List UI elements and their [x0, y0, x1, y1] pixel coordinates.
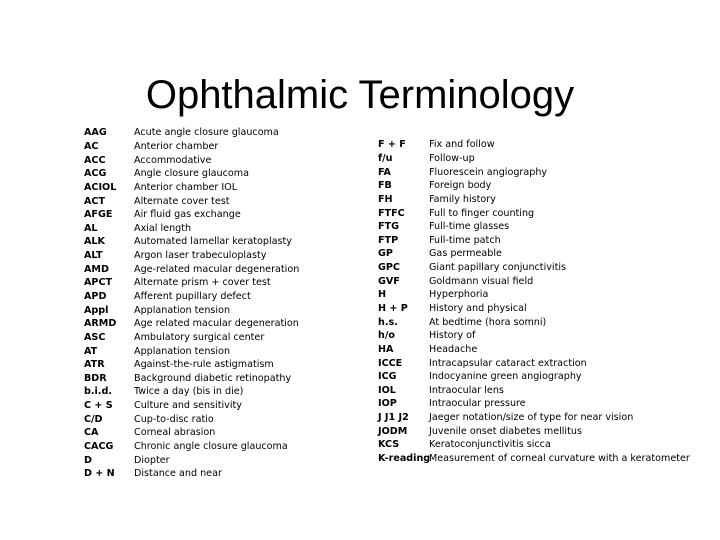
- term-definition: Alternate prism + cover test: [134, 277, 271, 289]
- term-abbreviation: ACT: [84, 195, 106, 207]
- term-row: [378, 233, 690, 247]
- term-abbreviation: K-reading: [378, 453, 431, 465]
- term-definition: Fix and follow: [429, 139, 495, 151]
- term-definition: Intracapsular cataract extraction: [429, 357, 587, 369]
- term-row: [378, 179, 690, 193]
- term-row: [378, 302, 690, 316]
- term-row: [378, 261, 690, 275]
- term-definition: Jaeger notation/size of type for near vision: [429, 412, 634, 424]
- term-definition: Goldmann visual field: [429, 275, 534, 287]
- term-definition: Measurement of corneal curvature with a keratometer: [429, 453, 690, 465]
- term-definition: Foreign body: [429, 180, 492, 192]
- term-definition: Family history: [429, 193, 496, 205]
- term-row: [378, 138, 690, 152]
- term-abbreviation: C + S: [84, 400, 113, 412]
- term-row: [84, 440, 299, 454]
- term-abbreviation: CACG: [84, 441, 114, 453]
- term-abbreviation: FTFC: [378, 207, 405, 219]
- term-row: [84, 331, 299, 345]
- term-abbreviation: F + F: [378, 139, 406, 151]
- term-row: [378, 220, 690, 234]
- term-row: [84, 167, 299, 181]
- term-row: [84, 358, 299, 372]
- term-row: [84, 153, 299, 167]
- term-abbreviation: CA: [84, 427, 99, 439]
- term-definition: Anterior chamber IOL: [134, 181, 238, 193]
- term-row: [378, 274, 690, 288]
- term-abbreviation: ALT: [84, 250, 103, 262]
- term-abbreviation: APCT: [84, 277, 113, 289]
- left-term-list: [84, 126, 299, 481]
- term-abbreviation: ICCE: [378, 357, 403, 369]
- term-abbreviation: D + N: [84, 468, 115, 480]
- term-definition: Corneal abrasion: [134, 427, 216, 439]
- term-abbreviation: GP: [378, 248, 393, 260]
- term-abbreviation: AL: [84, 222, 98, 234]
- term-abbreviation: APD: [84, 291, 107, 302]
- term-abbreviation: FH: [378, 193, 393, 205]
- term-row: [84, 140, 299, 154]
- term-abbreviation: H: [378, 289, 387, 301]
- term-definition: Afferent pupillary defect: [134, 291, 251, 302]
- term-row: [84, 426, 299, 440]
- term-definition: Diopter: [134, 454, 170, 466]
- term-definition: Background diabetic retinopathy: [134, 372, 292, 384]
- term-row: [378, 356, 690, 370]
- term-definition: Cup-to-disc ratio: [134, 413, 214, 425]
- term-row: [84, 453, 299, 467]
- term-definition: History and physical: [429, 303, 527, 314]
- term-abbreviation: H + P: [378, 303, 408, 314]
- term-row: [84, 208, 299, 222]
- term-row: [378, 315, 690, 329]
- term-row: [84, 249, 299, 263]
- term-row: [84, 467, 299, 481]
- term-abbreviation: ASC: [84, 331, 106, 343]
- term-definition: Follow-up: [429, 152, 475, 164]
- term-abbreviation: ACC: [84, 154, 106, 166]
- term-row: [378, 397, 690, 411]
- term-definition: Acute angle closure glaucoma: [134, 127, 279, 139]
- term-definition: Air fluid gas exchange: [134, 209, 241, 221]
- term-row: [378, 288, 690, 302]
- term-row: [84, 221, 299, 235]
- term-row: [378, 424, 690, 438]
- term-abbreviation: Appl: [84, 304, 109, 316]
- term-abbreviation: C/D: [84, 413, 103, 425]
- term-definition: Full-time glasses: [429, 221, 510, 233]
- term-row: [84, 290, 299, 304]
- term-abbreviation: GVF: [378, 275, 400, 287]
- term-row: [378, 452, 690, 466]
- term-definition: Angle closure glaucoma: [134, 168, 250, 180]
- term-row: [84, 317, 299, 331]
- term-abbreviation: ACG: [84, 168, 107, 180]
- term-abbreviation: h.s.: [378, 316, 398, 328]
- term-abbreviation: FB: [378, 180, 392, 192]
- term-row: [378, 411, 690, 425]
- term-row: [378, 247, 690, 261]
- term-row: [84, 235, 299, 249]
- term-abbreviation: ACIOL: [84, 181, 117, 193]
- term-abbreviation: AAG: [84, 127, 107, 139]
- term-abbreviation: HA: [378, 343, 394, 355]
- term-abbreviation: FTG: [378, 221, 399, 233]
- term-row: [378, 152, 690, 166]
- term-abbreviation: D: [84, 454, 92, 466]
- term-row: [378, 384, 690, 398]
- term-definition: Age related macular degeneration: [134, 318, 299, 330]
- term-definition: Chronic angle closure glaucoma: [134, 441, 288, 453]
- term-row: [84, 344, 299, 358]
- term-definition: Juvenile onset diabetes mellitus: [429, 425, 582, 437]
- term-abbreviation: ICG: [378, 371, 397, 383]
- term-abbreviation: AMD: [84, 263, 109, 275]
- term-abbreviation: BDR: [84, 372, 107, 384]
- term-definition: Alternate cover test: [134, 195, 230, 207]
- term-abbreviation: JODM: [378, 425, 408, 437]
- term-definition: Fluorescein angiography: [429, 166, 548, 178]
- term-definition: Full-time patch: [429, 234, 501, 246]
- term-definition: Applanation tension: [134, 304, 231, 316]
- term-definition: Keratoconjunctivitis sicca: [429, 439, 551, 451]
- term-definition: Indocyanine green angiography: [429, 371, 582, 383]
- term-definition: Argon laser trabeculoplasty: [134, 250, 267, 262]
- term-abbreviation: IOL: [378, 384, 396, 396]
- term-abbreviation: ARMD: [84, 318, 117, 330]
- term-row: [378, 165, 690, 179]
- term-definition: Axial length: [134, 222, 192, 234]
- term-abbreviation: KCS: [378, 439, 400, 451]
- term-row: [378, 206, 690, 220]
- term-row: [84, 194, 299, 208]
- term-definition: Applanation tension: [134, 345, 231, 357]
- term-row: [84, 303, 299, 317]
- term-definition: Giant papillary conjunctivitis: [429, 262, 566, 274]
- term-definition: History of: [429, 330, 476, 342]
- term-abbreviation: J J1 J2: [378, 412, 409, 424]
- term-row: [378, 343, 690, 357]
- term-definition: Full to finger counting: [429, 207, 535, 219]
- term-abbreviation: FTP: [378, 234, 399, 246]
- term-definition: At bedtime (hora somni): [429, 316, 547, 328]
- term-row: [378, 193, 690, 207]
- term-row: [84, 126, 299, 140]
- term-abbreviation: f/u: [378, 152, 393, 164]
- term-definition: Culture and sensitivity: [134, 400, 242, 412]
- term-abbreviation: IOP: [378, 398, 397, 410]
- term-row: [378, 370, 690, 384]
- term-definition: Anterior chamber: [134, 140, 219, 152]
- right-term-list: [378, 138, 690, 465]
- term-row: [84, 385, 299, 399]
- term-abbreviation: b.i.d.: [84, 386, 112, 398]
- term-abbreviation: h/o: [378, 330, 395, 342]
- term-definition: Intraocular lens: [429, 384, 504, 396]
- term-row: [84, 276, 299, 290]
- term-row: [378, 329, 690, 343]
- term-abbreviation: AC: [84, 140, 99, 152]
- term-row: [84, 372, 299, 386]
- term-definition: Accommodative: [134, 154, 212, 166]
- term-row: [84, 181, 299, 195]
- term-row: [378, 438, 690, 452]
- term-row: [84, 399, 299, 413]
- term-abbreviation: ATR: [84, 359, 105, 371]
- term-row: [84, 412, 299, 426]
- term-definition: Intraocular pressure: [429, 398, 526, 410]
- term-abbreviation: AT: [84, 345, 98, 357]
- term-definition: Automated lamellar keratoplasty: [134, 236, 292, 248]
- term-definition: Ambulatory surgical center: [134, 331, 265, 343]
- term-definition: Distance and near: [134, 468, 222, 480]
- term-abbreviation: AFGE: [84, 209, 113, 221]
- term-definition: Age-related macular degeneration: [134, 263, 300, 275]
- term-abbreviation: ALK: [84, 236, 105, 248]
- term-row: [84, 262, 299, 276]
- term-definition: Gas permeable: [429, 248, 502, 260]
- term-definition: Twice a day (bis in die): [134, 386, 244, 398]
- term-abbreviation: GPC: [378, 262, 400, 274]
- term-definition: Hyperphoria: [429, 289, 489, 301]
- term-definition: Headache: [429, 343, 478, 355]
- term-definition: Against-the-rule astigmatism: [134, 359, 274, 371]
- term-abbreviation: FA: [378, 166, 391, 178]
- slide-title: Ophthalmic Terminology: [145, 72, 575, 117]
